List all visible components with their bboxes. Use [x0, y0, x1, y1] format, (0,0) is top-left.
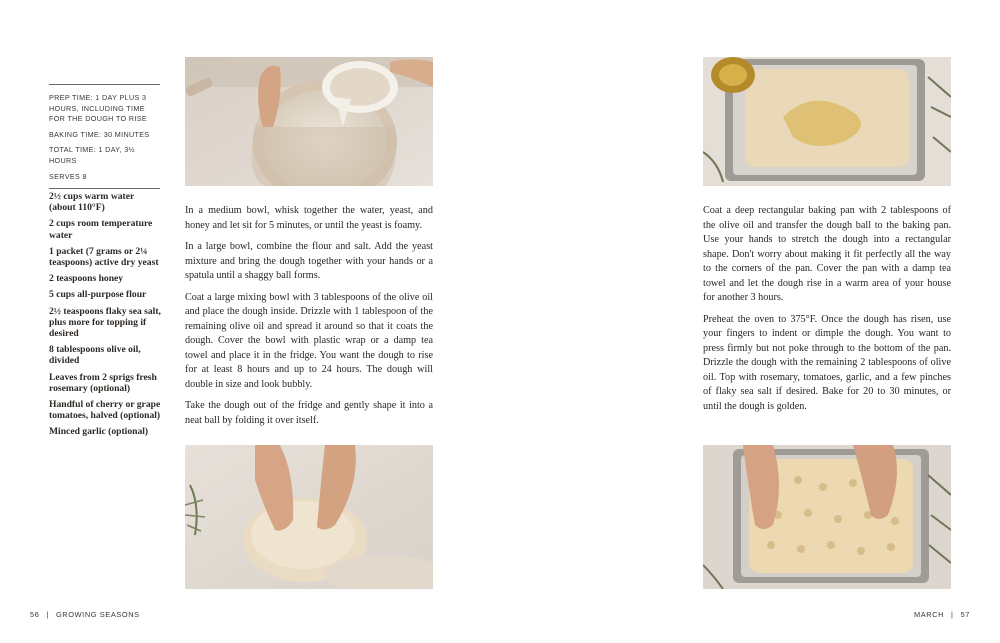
page-number-left: 56 [30, 610, 40, 619]
photo-dimpling-dough [703, 445, 951, 589]
method-paragraph: Coat a large mixing bowl with 3 tablespoons of the olive oil and place the dough inside. Drizzle with 1 tablespoon of the remaining olive oil and spread it around so that it coats the dough. Cover the bowl with plastic wrap or a damp tea towel and place it in the fridge. You want the dough to rise for at least 8 hours and up to 24 hours. The dough will double in size and look bubbly. [185, 291, 433, 390]
ingredient-item: 2 cups room temperature water [49, 218, 153, 241]
footer-separator: | [46, 610, 49, 619]
photo-pouring-flour [185, 57, 433, 186]
method-paragraph: In a medium bowl, whisk together the water, yeast, and honey and let sit for 5 minutes, or until the yeast is foamy. [185, 205, 433, 231]
method-paragraph: Coat a deep rectangular baking pan with 2 tablespoons of the olive oil and transfer the dough ball to the baking pan. Use your hands to stretch the dough into a rectangular shape. Don't worry about making it fit perfectly all the way to the corners of the pan. Cover the pan with a damp tea towel and let the dough rise in a warm area of your house for another 3 hours. [703, 205, 951, 303]
method-paragraph: Take the dough out of the fridge and gently shape it into a neat ball by folding it over itself. [185, 400, 433, 426]
ingredient-list [49, 191, 163, 443]
ingredient-item: 5 cups all-purpose flour [49, 289, 147, 301]
ingredient-item: 2½ cups warm water (about 110°F) [49, 191, 135, 214]
ingredient-item: Leaves from 2 sprigs fresh rosemary (optional) [49, 371, 157, 394]
method-right-column [703, 204, 951, 421]
photo-oiling-pan [703, 57, 951, 186]
running-title-right: MARCH [913, 610, 945, 619]
footer-left [30, 610, 140, 619]
baking-time: BAKING TIME: 30 MINUTES [49, 129, 150, 139]
ingredient-item: 8 tablespoons olive oil, divided [49, 344, 141, 367]
photo-shaping-dough [185, 445, 433, 589]
running-title-left: GROWING SEASONS [55, 610, 140, 619]
footer-right [914, 610, 970, 619]
ingredient-item: 2½ teaspoons flaky sea salt, plus more for topping if desired [49, 305, 161, 340]
ingredient-item: 2 teaspoons honey [49, 273, 124, 285]
recipe-meta [49, 84, 160, 189]
footer-separator: | [951, 610, 954, 619]
ingredient-item: Minced garlic (optional) [49, 426, 149, 438]
prep-time: PREP TIME: 1 DAY PLUS 3 HOURS, INCLUDING TIME FOR THE DOUGH TO RISE [49, 93, 148, 124]
ingredient-item: 1 packet (7 grams or 2¼ teaspoons) active dry yeast [49, 245, 159, 269]
total-time: TOTAL TIME: 1 DAY, 3½ HOURS [49, 145, 135, 165]
page-number-right: 57 [960, 610, 970, 619]
ingredient-item: Handful of cherry or grape tomatoes, halved (optional) [49, 399, 161, 422]
servings: SERVES 8 [49, 171, 87, 181]
method-left-column [185, 204, 433, 435]
method-paragraph: In a large bowl, combine the flour and salt. Add the yeast mixture and bring the dough together with your hands or a spatula until a shaggy ball forms. [185, 241, 433, 281]
method-paragraph: Preheat the oven to 375°F. Once the dough has risen, use your fingers to indent or dimple the dough. You want to press firmly but not poke through to the bottom of the pan. Drizzle the dough with the remaining 2 tablespoons of olive oil. Top with rosemary, tomatoes, garlic, and a few pinches of flaky sea salt if desired. Bake for 20 to 30 minutes, or until the dough is golden. [703, 313, 951, 412]
